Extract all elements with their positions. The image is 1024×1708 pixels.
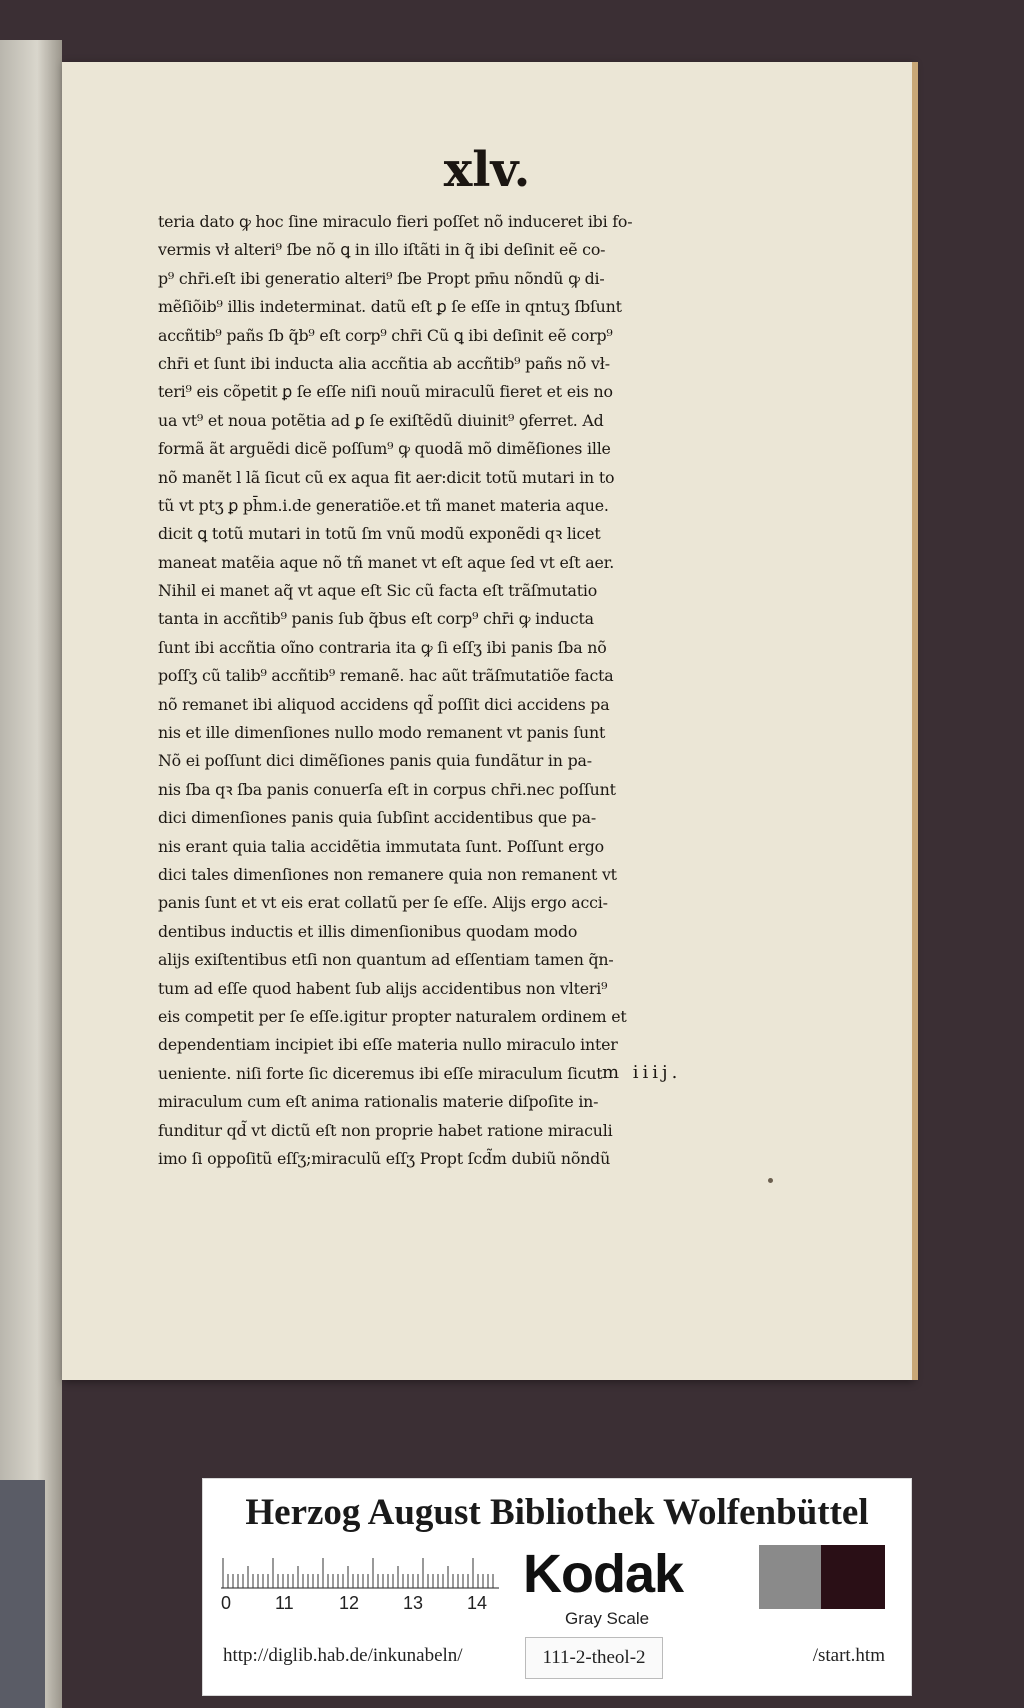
text-line: teri⁹ eis cõpetit ꝑ ſe eſſe niſi nouũ miraculũ fieret et eis no <box>158 382 613 402</box>
url-identifier: 111-2-theol-2 <box>525 1637 663 1679</box>
ruler-label: 13 <box>403 1593 424 1613</box>
text-line: ſunt ibi accñtia oĩno contraria ita ꝙ ſi eſſʒ ibi panis ſba nõ <box>158 637 607 657</box>
text-line: dicit ꝗ totũ mutari in totũ ſm vnũ modũ exponẽdi qꝛ licet <box>158 524 601 544</box>
text-block <box>158 208 738 1173</box>
text-line: Nihil ei manet aq̃ vt aque eſt Sic cũ facta eſt trãſmutatio <box>158 581 598 601</box>
facing-page-edge <box>0 40 62 1708</box>
text-line: maneat matẽia aque nõ tñ manet vt eſt aque ſed vt eſt aer. <box>158 552 615 572</box>
ruler-label: 11 <box>275 1593 294 1613</box>
text-line: alijs exiſtentibus etſi non quantum ad eſſentiam tamen q̃n- <box>158 950 614 970</box>
url-prefix: http://diglib.hab.de/inkunabeln/ <box>223 1645 463 1666</box>
text-line: panis ſunt et vt eis erat collatũ per ſe eſſe. Alijs ergo acci- <box>158 893 608 913</box>
ruler-label: 0 <box>221 1593 232 1613</box>
text-line: imo ſi oppoſitũ eſſʒ;miraculũ eſſʒ Propt ſcd̃m dubiũ nõndũ <box>158 1148 611 1168</box>
text-line: nõ manẽt l lã ſicut cũ ex aqua fit aer:dicit totũ mutari in to <box>158 467 615 487</box>
text-line: Nõ ei poſſunt dici dimẽſiones panis quia fundãtur in pa- <box>158 751 592 771</box>
text-line: formã ãt arguẽdi dicẽ poſſum⁹ ꝙ quodã mõ dimẽſiones ille <box>158 439 611 459</box>
text-line: tum ad eſſe quod habent ſub alijs accidentibus non vlteri⁹ <box>158 978 608 998</box>
text-line: dentibus inductis et illis dimenſionibus quodam modo <box>158 921 578 941</box>
text-line: poſſʒ cũ talib⁹ accñtib⁹ remanẽ. hac aũt trãſmutatiõe facta <box>158 666 614 686</box>
gray-scale-caption: Gray Scale <box>565 1609 650 1628</box>
text-line: nis et ille dimenſiones nullo modo remanent vt panis ſunt <box>158 723 606 743</box>
text-line: tanta in accñtib⁹ panis ſub q̃bus eſt corp⁹ chr̄i ꝙ inducta <box>158 609 594 629</box>
binding-shadow <box>0 1480 45 1708</box>
text-line: tũ vt ptʒ ꝑ ph̄m.i.de generatiõe.et tñ manet materia aque. <box>158 495 609 515</box>
text-line: dici dimenſiones panis quia ſubſint accidentibus que pa- <box>158 808 596 828</box>
ruler-scale <box>221 1555 499 1589</box>
text-line: ueniente. niſi forte ſic diceremus ibi eſſe miraculum ſicut <box>158 1063 603 1083</box>
folio-number: xlv. <box>443 142 531 198</box>
signature-mark: m iiij. <box>602 1062 682 1083</box>
book-page <box>62 62 912 1380</box>
ruler-label: 12 <box>339 1593 360 1613</box>
text-line: funditur qd̃ vt dictũ eſt non proprie habet ratione miraculi <box>158 1120 613 1140</box>
text-line: nis erant quia talia accidẽtia immutata ſunt. Poſſunt ergo <box>158 836 604 856</box>
text-line: eis competit per ſe eſſe.igitur propter naturalem ordinem et <box>158 1006 627 1026</box>
gray-patch-mid <box>759 1545 821 1609</box>
ruler-label: 14 <box>467 1593 488 1613</box>
text-line: accñtib⁹ pañs ſb q̃b⁹ eſt corp⁹ chr̄i Cũ ꝗ ibi deſinit eẽ corp⁹ <box>158 325 613 345</box>
text-line: nõ remanet ibi aliquod accidens qd̃ poſſit dici accidens pa <box>158 694 610 714</box>
text-line: mẽſiõib⁹ illis indeterminat. datũ eſt ꝑ ſe eſſe in qntuʒ ſbſunt <box>158 297 622 317</box>
ruler-labels <box>221 1593 499 1617</box>
gray-patch-dark <box>821 1545 885 1609</box>
color-calibration-card <box>202 1478 912 1696</box>
text-line: teria dato ꝙ hoc ſine miraculo fieri poſſet nõ induceret ibi fo- <box>158 212 633 231</box>
url-suffix: /start.htm <box>812 1645 885 1666</box>
text-line: dependentiam incipiet ibi eſſe materia nullo miraculo inter <box>158 1035 618 1055</box>
text-line: vermis vł alteri⁹ ſbe nõ ꝗ in illo iſtãti in q̃ ibi deſinit eẽ co- <box>158 240 606 260</box>
text-line: ua vt⁹ et noua potẽtia ad ꝑ ſe exiſtẽdũ diuinit⁹ ꝯferret. Ad <box>158 410 604 430</box>
text-line: chr̄i et ſunt ibi inducta alia accñtia ab accñtib⁹ pañs nõ vł- <box>158 353 610 373</box>
text-line: dici tales dimenſiones non remanere quia non remanent vt <box>158 864 617 884</box>
ink-speck <box>768 1178 773 1183</box>
text-line: miraculum cum eſt anima rationalis materie diſpoſite in- <box>158 1092 599 1112</box>
gray-patch-white <box>697 1545 759 1609</box>
kodak-logo: Kodak <box>523 1544 684 1604</box>
library-name: Herzog August Bibliothek Wolfenbüttel <box>245 1492 869 1533</box>
text-line: nis ſba qꝛ ſba panis conuerſa eſt in corpus chr̄i.nec poſſunt <box>158 779 616 799</box>
text-line: p⁹ chr̄i.eſt ibi generatio alteri⁹ ſbe Propt pm̄u nõndũ ꝙ di- <box>158 268 605 288</box>
